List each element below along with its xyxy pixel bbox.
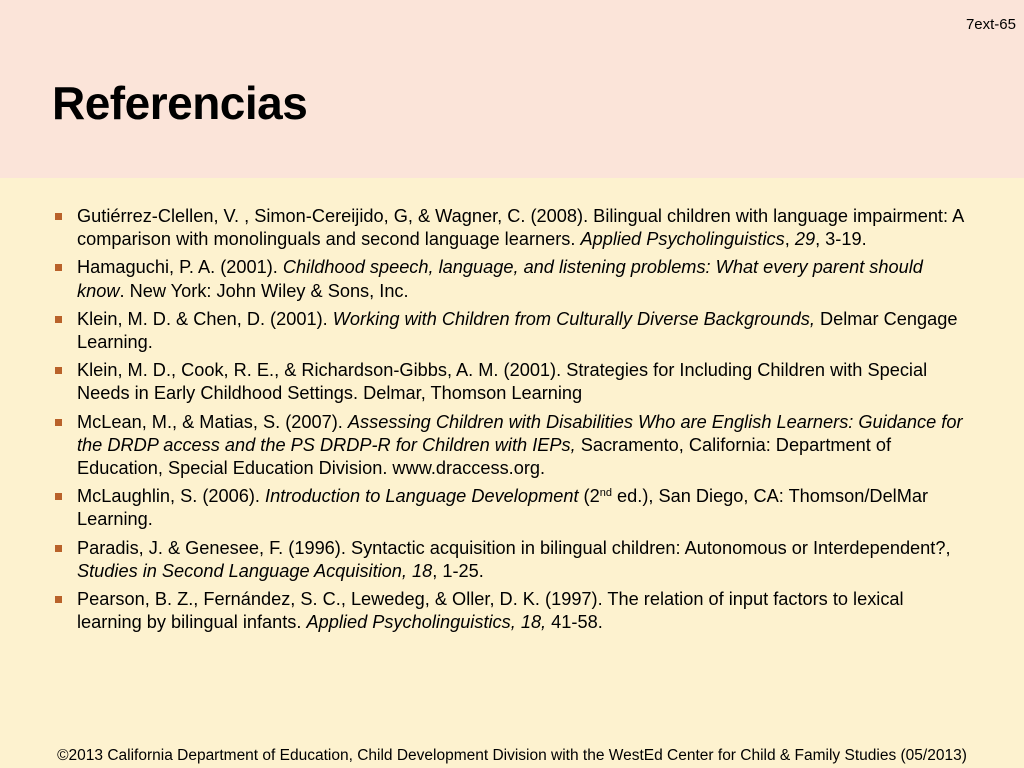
publisher: . New York: John Wiley & Sons, Inc. bbox=[119, 280, 409, 301]
reference-text: Klein, M. D., Cook, R. E., & Richardson-Gibbs, A. M. (2001). Strategies for Including Children with Special Needs in Early Childhood Settings. Delmar, Thomson Learning bbox=[77, 360, 928, 404]
pages: , 3-19. bbox=[815, 229, 867, 250]
publisher: ed.), San Diego, CA: Thomson/DelMar Learning. bbox=[77, 486, 929, 530]
reference-item bbox=[52, 588, 967, 634]
square-bullet-icon bbox=[55, 264, 62, 271]
reference-item bbox=[52, 308, 967, 354]
reference-text: Hamaguchi, P. A. (2001). bbox=[77, 257, 283, 278]
reference-item bbox=[52, 359, 967, 405]
reference-item bbox=[52, 537, 967, 583]
reference-list bbox=[52, 205, 967, 639]
reference-item bbox=[52, 205, 967, 251]
square-bullet-icon bbox=[55, 419, 62, 426]
book-title: Introduction to Language Development bbox=[265, 486, 579, 507]
square-bullet-icon bbox=[55, 545, 62, 552]
square-bullet-icon bbox=[55, 213, 62, 220]
square-bullet-icon bbox=[55, 367, 62, 374]
journal-title: Studies in Second Language Acquisition, 18 bbox=[77, 560, 433, 581]
title-band bbox=[0, 0, 1024, 178]
pages: , 1-25. bbox=[432, 560, 484, 581]
publisher: Delmar Cengage Learning. bbox=[77, 308, 958, 353]
reference-item bbox=[52, 485, 967, 531]
book-title: Childhood speech, language, and listening problems: What every parent should know bbox=[77, 257, 923, 301]
reference-item bbox=[52, 256, 967, 302]
journal-title: Applied Psycholinguistics, 18, bbox=[306, 612, 547, 633]
reference-text: , bbox=[784, 229, 795, 250]
copyright-footer: ©2013 California Department of Education, Child Development Division with the WestEd Center for Child & Family Studies (05/2013) bbox=[57, 747, 967, 764]
square-bullet-icon bbox=[55, 316, 62, 323]
book-title: Assessing Children with Disabilities Who are English Learners: Guidance for the DRDP access and the PS DRDP-R for Children with IEPs, bbox=[77, 411, 963, 455]
reference-item bbox=[52, 411, 967, 481]
reference-text: Klein, M. D. & Chen, D. (2001). bbox=[77, 308, 333, 329]
slide-number: 7ext-65 bbox=[965, 16, 1016, 33]
publisher: Sacramento, California: Department of Education, Special Education Division. www.draccess.org. bbox=[77, 434, 892, 479]
edition: (2 bbox=[578, 486, 600, 507]
journal-title: Applied Psycholinguistics bbox=[580, 229, 785, 250]
book-title: Working with Children from Culturally Diverse Backgrounds, bbox=[332, 308, 815, 329]
reference-text: Pearson, B. Z., Fernández, S. C., Lewedeg, & Oller, D. K. (1997). The relation of input factors to lexical learning by bilingual infants. bbox=[77, 589, 904, 633]
edition-suffix: nd bbox=[599, 487, 612, 500]
reference-text: McLaughlin, S. (2006). bbox=[77, 486, 266, 507]
reference-text: McLean, M., & Matias, S. (2007). bbox=[77, 411, 348, 432]
reference-text: Paradis, J. & Genesee, F. (1996). Syntactic acquisition in bilingual children: Autonomous or Interdependent?, bbox=[77, 537, 951, 558]
page-title: Referencias bbox=[52, 77, 308, 129]
square-bullet-icon bbox=[55, 493, 62, 500]
square-bullet-icon bbox=[55, 596, 62, 603]
volume: 29 bbox=[794, 229, 816, 250]
pages: 41-58. bbox=[546, 612, 603, 633]
reference-text: Gutiérrez-Clellen, V. , Simon-Cereijido, G, & Wagner, C. (2008). Bilingual children with language impairment: A comparison with monolinguals and second language learners. bbox=[77, 206, 964, 250]
